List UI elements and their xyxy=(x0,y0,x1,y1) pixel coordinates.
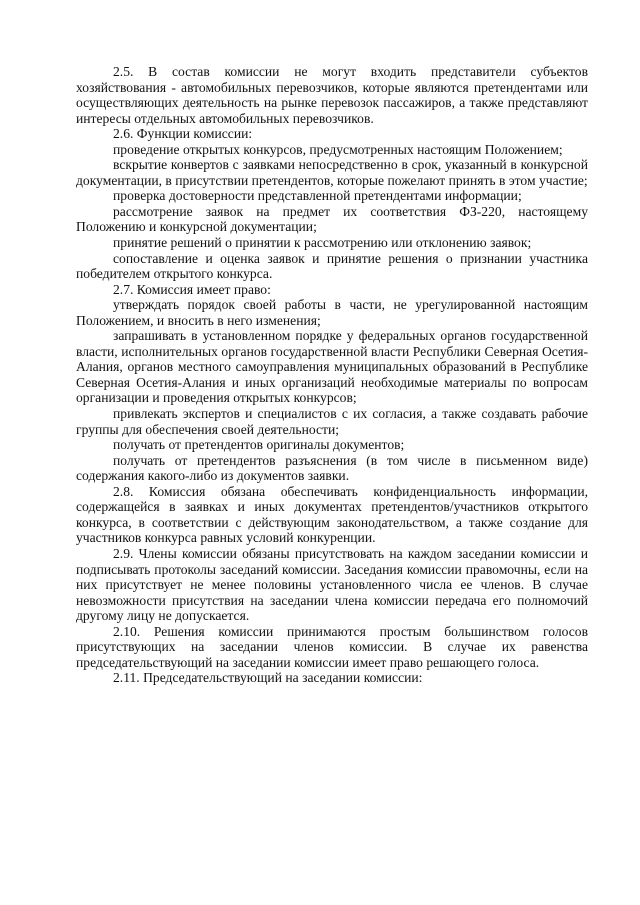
list-item: проверка достоверности представленной претендентами информации; xyxy=(113,188,522,204)
document-body xyxy=(76,64,588,686)
list-item: запрашивать в установленном порядке у федеральных органов государственной власти, исполнительных органов государственной власти Республики Северная Осетия-Алания, органов местного самоуправления муниципальных образований в Республике Северная Осетия-Алания и иных организаций необходимые материалы по вопросам организации и проведения открытых конкурсов; xyxy=(76,328,588,406)
list-item: вскрытие конвертов с заявками непосредственно в срок, указанный в конкурсной документации, в присутствии претендентов, которые пожелают принять в этом участие; xyxy=(76,157,588,188)
paragraph-2-5: 2.5. В состав комиссии не могут входить представители субъектов хозяйствования - автомобильных перевозчиков, которые являются претендентами или осуществляющих деятельность на рынке перевозок пассажиров, а также представляют интересы отдельных автомобильных перевозчиков. xyxy=(76,64,588,126)
list-item: привлекать экспертов и специалистов с их согласия, а также создавать рабочие группы для обеспечения своей деятельности; xyxy=(76,406,588,437)
list-item: сопоставление и оценка заявок и принятие решения о признании участника победителем открытого конкурса. xyxy=(76,250,588,282)
list-item: рассмотрение заявок на предмет их соответствия ФЗ-220, настоящему Положению и конкурсной документации; xyxy=(76,203,588,235)
list-item: принятие решений о принятии к рассмотрению или отклонению заявок; xyxy=(113,235,532,251)
paragraph-2-8: 2.8. Комиссия обязана обеспечивать конфиденциальность информации, содержащейся в заявках и иных документах претендентов/участников открытого конкурса, в соответствии с действующим законодательством, а также создание для участников конкурса равных условий конкуренции. xyxy=(76,483,588,546)
paragraph-2-6-heading: 2.6. Функции комиссии: xyxy=(113,126,253,142)
list-item: получать от претендентов разъяснения (в том числе в письменном виде) содержания какого-либо из документов заявки. xyxy=(76,452,588,484)
list-item: утверждать порядок своей работы в части, не урегулированной настоящим Положением, и вносить в него изменения; xyxy=(76,297,588,328)
paragraph-2-9: 2.9. Члены комиссии обязаны присутствовать на каждом заседании комиссии и подписывать протоколы заседаний комиссии. Заседания комиссии правомочны, если на них присутствует не менее половины установленного числа ее членов. В случае невозможности присутствия на заседании члена комиссии передача его полномочий другому лицу не допускается. xyxy=(76,545,588,624)
paragraph-2-11-heading: 2.11. Председательствующий на заседании комиссии: xyxy=(113,670,423,686)
list-item: получать от претендентов оригиналы документов; xyxy=(113,437,405,453)
list-item: проведение открытых конкурсов, предусмотренных настоящим Положением; xyxy=(113,141,563,157)
paragraph-2-10: 2.10. Решения комиссии принимаются простым большинством голосов присутствующих на заседании членов комиссии. В случае их равенства председательствующий на заседании комиссии имеет право решающего голоса. xyxy=(76,623,588,670)
paragraph-2-7-heading: 2.7. Комиссия имеет право: xyxy=(113,281,271,297)
